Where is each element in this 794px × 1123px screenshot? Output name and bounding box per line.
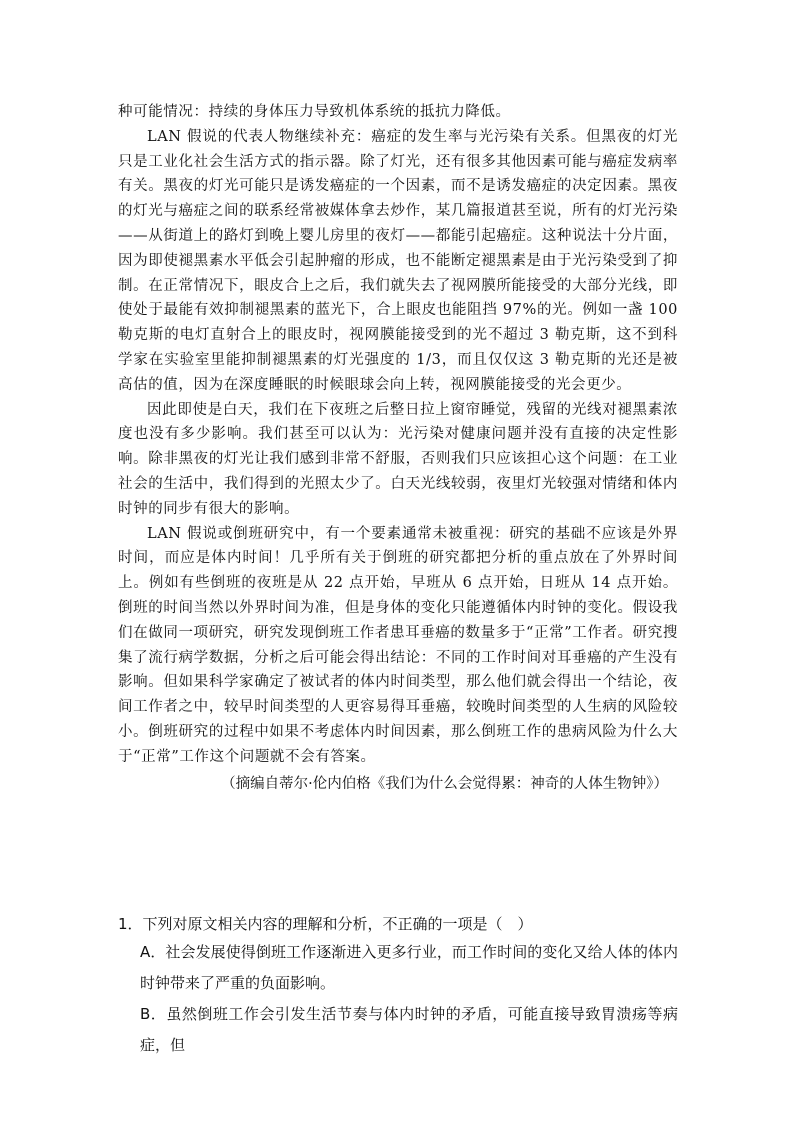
paragraph-2: LAN 假说的代表人物继续补充：癌症的发生率与光污染有关系。但黑夜的灯光只是工业化社会生活方式的指示器。除了灯光，还有很多其他因素可能与癌症发病率有关。黑夜的灯光可能只是诱发癌症的一个因素，而不是诱发癌症的决定因素。黑夜的灯光与癌症之间的联系经常被媒体拿去炒作，某几篇报道甚至说，所有的灯光污染——从街道上的路灯到晚上婴儿房里的夜灯——都能引起癌症。这种说法十分片面，因为即使褪黑素水平低会引起肿瘤的形成，也不能断定褪黑素是由于光污染受到了抑制。在正常情况下，眼皮合上之后，我们就失去了视网膜所能接受的大部分光线，即使处于最能有效抑制褪黑素的蓝光下，合上眼皮也能阻挡 97%的光。例如一盏 100 勒克斯的电灯直射合上的眼皮时，视网膜能接受到的光不超过 3 勒克斯，这不到科学家在实验室里能抑制褪黑素的灯光强度的 1/3，而且仅仅这 3 勒克斯的光还是被高估的值，因为在深度睡眠的时候眼球会向上转，视网膜能接受的光会更少。 <box>118 128 678 393</box>
question-1 <box>118 911 678 1061</box>
option-a: A．社会发展使得倒班工作逐渐进入更多行业，而工作时间的变化又给人体的体内时钟带来了严重的负面影响。 <box>140 943 678 992</box>
paragraph-4: LAN 假说或倒班研究中，有一个要素通常未被重视：研究的基础不应该是外界时间，而应是体内时间！几乎所有关于倒班的研究都把分析的重点放在了外界时间上。例如有些倒班的夜班是从 22 点开始，早班从 6 点开始，日班从 14 点开始。倒班的时间当然以外界时间为准，但是身体的变化只能遵循体内时钟的变化。假设我们在做同一项研究，研究发现倒班工作者患耳垂癌的数量多于“正常”工作者。研究搜集了流行病学数据，分析之后可能会得出结论：不同的工作时间对耳垂癌的产生没有影响。但如果科学家确定了被试者的体内时间类型，那么他们就会得出一个结论，夜间工作者之中，较早时间类型的人更容易得耳垂癌，较晚时间类型的人生病的风险较小。倒班研究的过程中如果不考虑体内时间因素，那么倒班工作的患病风险为什么大于“正常”工作这个问题就不会有答案。 <box>118 525 678 765</box>
source-citation: （摘编自蒂尔·伦内伯格《我们为什么会觉得累：神奇的人体生物钟》） <box>221 775 668 792</box>
question-stem: 1．下列对原文相关内容的理解和分析，不正确的一项是（ ） <box>118 915 533 933</box>
paragraph-3: 因此即使是白天，我们在下夜班之后整日拉上窗帘睡觉，残留的光线对褪黑素浓度也没有多少影响。我们甚至可以认为：光污染对健康问题并没有直接的决定性影响。除非黑夜的灯光让我们感到非常不舒服，否则我们只应该担心这个问题：在工业社会的生活中，我们得到的光照太少了。白天光线较弱，夜里灯光较强对情绪和体内时钟的同步有很大的影响。 <box>118 401 678 517</box>
passage <box>118 100 678 796</box>
paragraph-1: 种可能情况：持续的身体压力导致机体系统的抵抗力降低。 <box>118 104 511 120</box>
option-b: B．虽然倒班工作会引发生活节奏与体内时钟的矛盾，可能直接导致胃溃疡等病症，但 <box>140 1005 678 1054</box>
